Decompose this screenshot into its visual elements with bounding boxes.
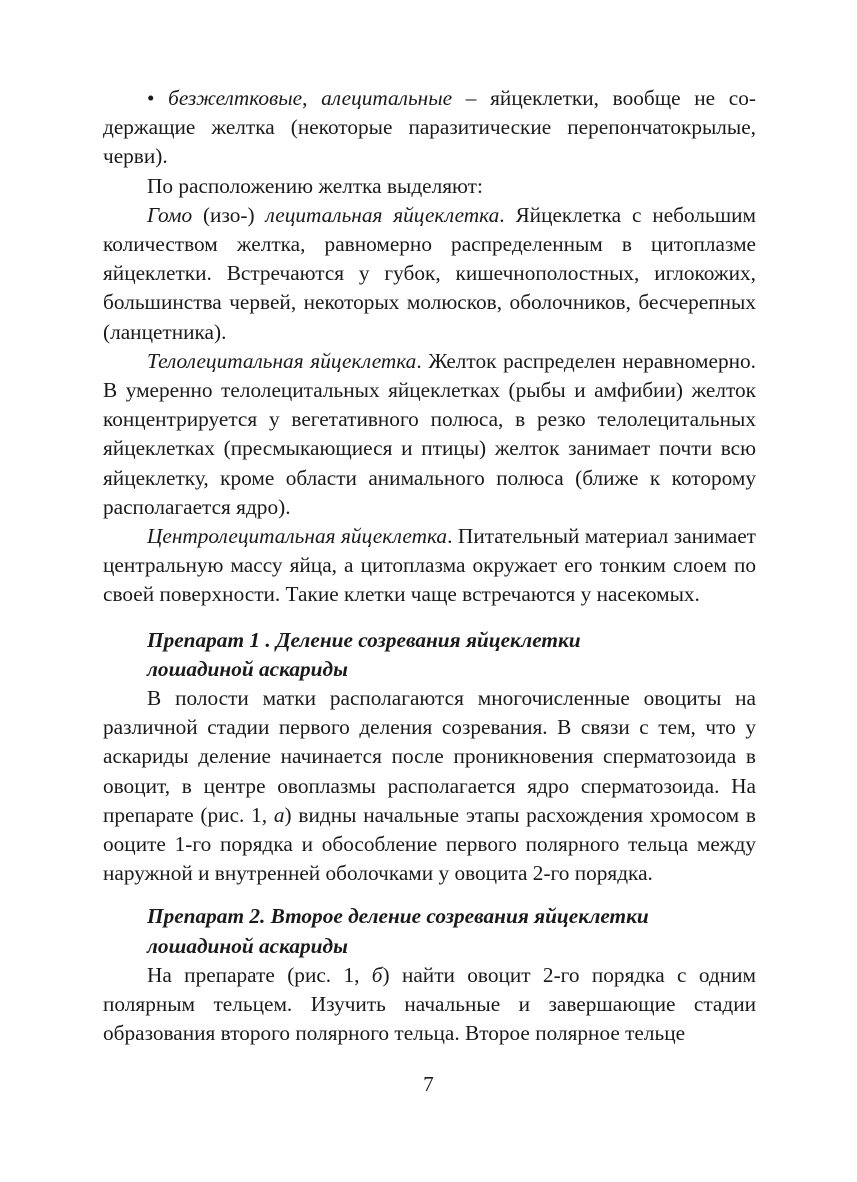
- paragraph-preparation-1: В полости матки располагаются многочисленные овоциты на различной стадии первого деления созревания. В связи с тем, что у аскариды деление начинается после проникновения сперматозоида в овоцит, в центре овоплазмы располагается ядро сперматозоида. На препарате (рис. 1, а) видны начальные этапы расхождения хромосом в ооците 1-го порядка и обособление первого полярного тельца между наружной и внутренней оболочками у овоцита 2-го порядка.: [103, 686, 756, 886]
- figure-ref-b: б: [371, 962, 383, 987]
- heading-preparation-1: Препарат 1 . Деление созревания яйцеклетки лошадиной аскариды: [147, 627, 581, 681]
- paragraph-homolecithal: Гомо (изо-) лецитальная яйцеклетка. Яйцеклетка с небольшим количеством желтка, равномерно распределенным в цитоплазме яйцеклетки. Встречаются у губок, кишечнополостных, иглокожих, большинства червей, некоторых молюсков, оболочников, бесчерепных (ланцетника).: [103, 202, 756, 344]
- term-telolecithal: Телолецитальная яйцеклетка: [147, 348, 417, 373]
- page-number: 7: [423, 1072, 434, 1096]
- term-yolkless: безжелтковые: [168, 86, 303, 110]
- term-lecithal-egg: лецитальная яйцеклетка: [265, 202, 500, 227]
- figure-ref-a: а: [273, 802, 285, 827]
- bullet: •: [147, 86, 155, 110]
- paragraph-yolkless: • безжелтковые, алецитальные – яйцеклетки, вообще не содержащие желтка (некоторые паразитические перепончатокрылые, черви).: [103, 86, 756, 169]
- term-homo: Гомо: [147, 202, 193, 227]
- paragraph-centrolecithal: Центролецитальная яйцеклетка. Питательный материал занимает центральную массу яйца, а цитоплазма окружает его тонким слоем по своей поверхности. Такие клетки чаще встречаются у насекомых.: [103, 524, 756, 607]
- term-alecithal: алецитальные: [321, 86, 453, 110]
- term-centrolecithal: Центролецитальная яйцеклетка: [147, 524, 448, 549]
- page-body: [103, 84, 756, 1049]
- heading-preparation-2: Препарат 2. Второе деление созревания яйцеклетки лошадиной аскариды: [147, 904, 649, 958]
- paragraph-preparation-2: На препарате (рис. 1, б) найти овоцит 2-го порядка с одним полярным тельцем. Изучить начальные и завершающие стадии образования второго полярного тельца. Второе полярное тельце: [103, 962, 756, 1046]
- paragraph-yolk-location-intro: По расположению желтка выделяют:: [147, 173, 483, 198]
- paragraph-telolecithal: Телолецитальная яйцеклетка. Желток распределен неравномерно. В умеренно телолецитальных яйцеклетках (рыбы и амфибии) желток концентрируется у вегетативного полюса, в резко телолецитальных яйцеклетках (пресмыкающиеся и птицы) желток занимает почти всю яйцеклетку, кроме области анимального полюса (ближе к которому располагается ядро).: [103, 348, 756, 519]
